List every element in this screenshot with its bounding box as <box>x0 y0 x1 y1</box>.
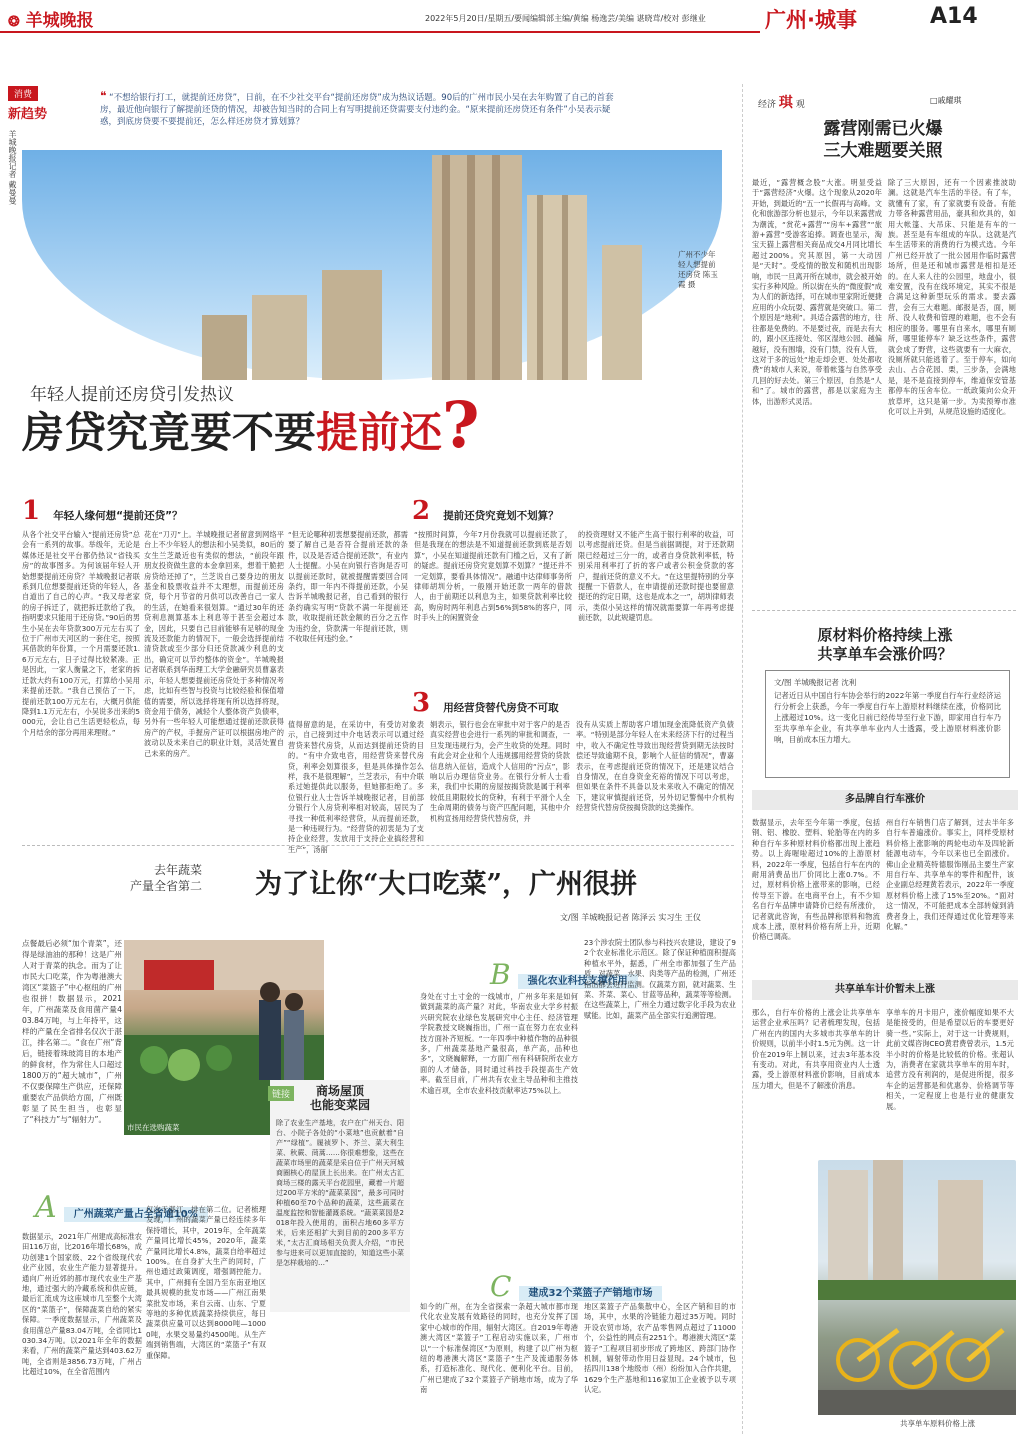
opinion-col1: 最近，“露营概念股”大涨。明显受益于“露营经济”火爆。这个现象从2020年开始，到最近的“五一”长假再与高峰。文化和旅游部分析也显示，今年以来露营成为潮流，“赏花+露营”“房车+露营”“旅游+露营”受游客追捧。调查也显示，淘宝天猫上露营相关商品成交4月同比增长超过200%。究其原因，第一大动因是“天时”。受疫情的散发和随机出现影响，市民一旦离开所在城市，就会被开始实行多种风险。所以街在头的“微度假”成为人们的新选择，可在城市里家附近便捷应用的小众玩耍、露营就是突破口。第二个原因是“地利”。具适合露营的地方，往往都是免费的。不是要过夜，而是去有大的，跟小区连接处、邻区湿地公园、越偏越好，没有围墙，没有门禁，没有人管，这对于多的远处“地走却会更、处处都收费”的城市人来说，带着帐篷与自然享受几回的好去处。第三个原因，自然是“人和”了。城市的露营，都是以家庭为主体，出游形式灵活。 <box>752 178 882 406</box>
section-3-col1: 值得留意的是，在采访中，有受访对象表示，自己接到过中介电话表示可以通过经营贷来替代房贷，从而达到提前还贷的目的。“有中介致电咨，用经营贷来替代房贷，利率会划算很多，但是具体操作怎么样，我不是很理解”，兰芝表示，有中介联系过她提供此以服务，但她都拒绝了。多位银行业人士告诉羊城晚报记者，目前部分银行个人房贷利率相对较高，居民为了寻找一种低利率经营贷，从而提前还款，是一种违规行为。“经营贷的初衷是为了支持企业经营，发放用于支持企业搞经营和生产”，汤丽 <box>288 720 424 854</box>
headline-kicker: 年轻人提前还房贷引发热议 <box>30 385 234 405</box>
divider-right <box>752 610 1016 611</box>
section-3-header: 3 用经营贷替代房贷不可取 <box>412 688 559 718</box>
link-tag: 链接 <box>268 1086 294 1101</box>
section-3-col3: 没有从实质上帮助客户增加现金流降低资产负债率。“特别是部分年轻人在未来经济下行的过程当中，收入不确定性导致出现经营贷到期无法按时偿还导致逾期不良，影响个人征信的情况”，曹嘉表示，在考虑提前还贷的情况下，还是建议结合自身情况，在自身资金充裕的情况下可以考虑，但如果在条件不具备以及未来收入不确定的情况下，建议审慎提前还贷，另外切记警惕中介机构经营贷代替房贷按揭贷款的这类操作。 <box>576 720 734 813</box>
section-3-col2: 娟表示，银行也会在审批中对于客户的是否真实经营也会进行一系列的审批和调查，一旦发现违规行为，会产生收贷的处理。同时有此会对企业和个人违规挪用经营贷的贷款信息纳入征信，造成个人信用的“污点”，影响以后办理信贷业务。在银行分析人士看来，我们中长期的房屋按揭贷款是属于利率较低且期限较长的贷种，有利于平滑个人全生命周期的债务与资产匹配问题，其他中介机构宣扬用经营贷代替房贷，并 <box>430 720 570 823</box>
byline-vertical: 羊城晚报记者 戴曼曼 <box>8 130 17 205</box>
photo-caption: 广州不少年轻人想提前还房贷 陈玉霞 摄 <box>678 250 718 289</box>
section-2-col2: 的投资理财又不能产生高于银行利率的收益，可以考虑提前还贷。但是当前据调提，对于还款期限已经超过三分一的，或者自身贷款利率低，特别采用利率打了折的客户或者公积金贷款的客户，提前还贷的意义不大。“在这里提特别的分享提醒一下借款人，在申请提前还款时提也要留意提还的约定日期，这也是成本之一”，胡圳律师表示，类似小吴这样的情况就需要算一年再考虑提前还款，以此规避罚息。 <box>578 530 734 623</box>
section-b-col1: 身处在寸土寸金的一线城市，广州多年来是如何做到蔬菜的高产量？对此，华南农业大学乡村振兴研究院农业绿色发展研究中心主任、经济管理学院教授文晓巍指出，广州一直在努力在农业科技方面补齐短板。“一年四季中种植作物的品种很多，广州蔬菜基地产量很高，单产高，品种也多”，文晓巍解释，一方面广州有科研院所农业方面的人才储备，同时通过科技手段提高生产效率。截至目前，广州共有农业主导品种和主推技术逾百项，全市农业科技贡献率达75%以上。 <box>420 992 578 1095</box>
lead-text: ❝ “不想给银行打工，就提前还房贷”，日前，在不少社交平台“提前还房贷”成为热议话题。90后的广州市民小吴在去年购置了自己的首套房，最近他向银行了解提前还贷的情况，却被告知当时的合同上有写明提前还贷需要支付违约金。“原来提前还房贷还有条件”小吴表示疑惑，到底房贷要不要提前还，怎么样还房贷才算划算？ <box>100 89 614 127</box>
bike-sub2: 共享单车计价暂未上涨 <box>752 980 1018 1000</box>
bike-sub2-col1: 那么，自行车价格的上涨会让共享单车运营企业承压吗？记者梳理发现，包括广州在内的国内大多城市共享单车的计价规则，以前半小时1.5元为例。这一计价在2019年上制以来，过去3年基本没有变动。对此，有共享用资业内人士透露，受上游原材料涨价影响，目前成本压力增大，但是不了解涨价消息。 <box>752 1008 880 1090</box>
veg-kicker: 去年蔬菜 产量全省第二 <box>130 863 203 893</box>
shared-bike-photo <box>818 1160 1016 1415</box>
building-photo <box>22 150 722 380</box>
date-line: 2022年5月20日/星期五/要闻编辑部主编/黄编 杨逸芸/美编 谌晓茸/校对 彭继业 <box>425 14 706 23</box>
section-2-header: 2 提前还贷究竟划不划算？ <box>412 496 559 526</box>
section-a-header: A 广州蔬菜产量占全省逾10% <box>35 1190 275 1225</box>
trend-badge <box>8 86 47 122</box>
link-box <box>270 1080 410 1312</box>
opinion-column-tag: 经济 琪 观 <box>758 95 805 111</box>
opinion-col2: 除了三大原因，还有一个因素推波助澜。这就是汽车生活的半径。有了车，就懂有了家，有了家就要有设备。有能力带各种露营用品，豪具和炊具的，如用大帐篷、大吊床、只能是有车的一族。甚至是有车组成的车队。这就是汽车生活带来的消费的行为模式选。今年广州已经开放了一批公园用作临时露营场所，但是还和城市露营是相扣是还的。在人来人往的公园里，地盘小，很难安置，没有在线环境定，其实不很是合满足这种新型玩乐的需求。要去露营，会有三大难题。邮报是否，面，厕所、没人收费和管理的难题，也不会有相应的服务。哪里有自来水，哪里有厕所，哪里能停车？缺乏这些条件，露营就会成了野营，这些就要有一大麻衣，没厕所就只能逃着了。至于停车，如向去山、占合花园、栗，三步条，会满地是，是不是直接到停车，维道保安管基都停车的压舍车位。一纸政策向公众开放草坪，这只是第一步。为卖预筹市准化可以上升到，从规范设施的适度化。 <box>888 178 1016 416</box>
author-square-icon: □ <box>930 96 938 105</box>
link-title: 商场屋顶 也能变菜园 <box>310 1084 371 1112</box>
section-2-col1: “按照时间算，今年7月份我就可以提前还款了，但是我现在的想法是不知道提前还款到底是否划算”，小吴在知道提前还款有门槛之后，又有了新的疑虑。提前还房贷究竟划算不划算？“提还并不一定划算，要看具体情况”。融通中达律师事务所律师胡圳分析，一般刚开始还款一两年的借款人，由于前期还以利息为主，如果贷款利率比较高，购房时两年利息占到56%到58%的客户，同时手头上的闲置资金 <box>414 530 572 623</box>
veg-headline: 为了让你“大口吃菜”，广州很拼 <box>255 869 638 900</box>
section-b-header: B 强化农业科技支撑作用 <box>490 958 730 991</box>
column-separator <box>742 84 743 1434</box>
lead-quote-icon: ❝ <box>100 89 107 103</box>
bike-sub1: 多品牌自行车涨价 <box>752 790 1018 810</box>
section-a-col1: 数据显示，2021年广州建成高标准农田116万亩，比2016年增长68%，成功创建1个国家级、22个省级现代农业产业园，农业生产能力显著提升。通向广州近郊的都市现代农业生产基地，通过强大的冷藏系统和供应链，最后汇流成为这座城市几至整个大湾区的“菜篮子”，保障蔬菜自给的紧实保障。一季度数据显示，广州蔬菜及食用菌总产量83.04万吨，全省同比1030.34万吨。以2021年全年的数据来看，广州的蔬菜产量达到403.62万吨，全省则是3856.73万吨，广州占比超过10%，在全省范围内 <box>22 1232 142 1377</box>
opinion-author: □戚耀琪 <box>930 96 962 105</box>
section-1-header: 1 年轻人缘何想“提前还贷”？ <box>22 496 183 526</box>
question-mark-icon: ? <box>442 388 480 463</box>
buildings-illustration <box>22 150 722 380</box>
bike-lead: 记者近日从中国自行车协会举行的2022年第一季度自行车行业经济运行分析会上获悉，今年一季度自行车上游原材料继续在涨，价格同比上涨超过10%。这一变化日前已经传导至行业下游，即家用自行车乃至共享单车企业，有共享单车业内人士透露，受上游原材料涨价影响，目前成本压力增大。 <box>774 691 1001 744</box>
section-title: 广州·城事 <box>765 8 857 32</box>
section-1-col3: “但无论哪种初衷想要提前还款，都需要了解自己是否符合提前还款的条件，以及是否适合提前还款”，有业内人士提醒。小吴在向银行咨询是否可以提前还款时，就被提醒需要回合同条约，即一年内不得提前还款，小吴告诉羊城晚报记者，自己看到的银行条约确实写明“贷款不满一年提前还款，收取提前还款金额的百分之五作为违约金，贷款满一年提前还款，则不收取任何违约金。” <box>288 530 408 644</box>
bike-sub1-col1: 数据显示，去年至今年第一季度，包括钢、铝、橡胶、塑料、轮胎等在内的多种自行车多种原材料价格都出现上涨趋势。以上海喔啦超过10%的上游原材料，2022年一季度，包括自行车在内的耐用消费品出厂价同比上涨0.7%。不过，原材料价格上涨带来的影响，已经传导至下游。在电商平台上，有不少知名自行车品牌申请降价已经有所涨价，记者就此咨询，有些品牌称原料和物流成本上涨，原材料价格有所上升，近期价格已调高。 <box>752 818 880 942</box>
divider-mid <box>22 845 734 846</box>
section-1-col1: 从各个社交平台输入“提前还房贷”总会有一系列的故事。举级年，无论是媒体还是社交平台都仍热议“省钱买房”的故事图多。为何该届年轻人开始想要提前还房贷？羊城晚报记者联系到几位想要提前还贷的年轻人，各自道出了自己的心声。“我又母老家的房子拆迁了，就把拆迁款给了我，指明要求只能用于还房贷。”90后的男生小吴在去年贷款300万元左右买了位于广州市天河区的一套住宅，按照其借款的年份算，一个月需要还款1.6万元左右，日子过得比较紧凑。正是因此，一家人衡量之下，老家的拆迁款大约有100万元，打算给小吴用来提前还款。“我自己预估了一下，提前还款100万元左右，大概月供能降到1.1万元左右，小吴说多出来的5000元，会让自己生活更轻松点，每个月结余的部分再用来理财。” <box>22 530 140 737</box>
section-a-col2: 仅次于湛江，排在第二位。记者梳理发现，广州的蔬菜产量已经连续多年保持增长，其中，2019年，全年蔬菜产量同比增长45%，2020年，蔬菜产量同比增长4.8%，蔬菜自给率超过100%。在自身扩大生产的同时，广州也通过政策调度，增强调控能力。其中，广州拥有全国乃至东南亚地区最具规模的批发市场——广州江南果菜批发市场，来自云南、山东、宁夏等地的多种优质蔬菜持续供应，每日蔬菜供应量可以达到8000吨—10000吨，水果交易量约4500吨。从生产端到销售端，大湾区的“菜篮子”有双重保障。 <box>146 1205 266 1360</box>
logo: ❂ 羊城晚报 <box>8 11 94 31</box>
opinion-title: 露营刚需已火爆 三大难题要关照 <box>823 119 943 161</box>
section-b-col2: 23个涉农院士团队参与科技兴农建设，建设了92个农业标准化示范区。除了保证种植面积提高种植水平外，据悉，广州全市都加强了生产品质，对蔬菜、水果、肉类等产品的检测，广州还指出都会进行监测。仅蔬菜方面，就对蔬菜、生菜、芥菜、菜心、甘蓝等品种，蔬菜等等检测。在这些蔬菜上，广州全力通过数字化手段为农业赋能。比如，蔬菜产品全部实行追溯管理。 <box>584 938 736 1020</box>
logo-swirl-icon: ❂ <box>8 14 20 30</box>
bike-lead-box <box>765 670 1010 778</box>
veg-byline: 文/图 羊城晚报记者 陈泽云 实习生 王仪 <box>560 913 701 922</box>
masthead <box>0 0 1024 40</box>
section-c-header: C 建成32个菜篮子产销地市场 <box>490 1270 730 1303</box>
bike-sub2-col2: 享单车的月卡用户，涨价幅度如果不大是能接受的，但是希望以后的车要更好骑一些。”实际上，对于这一计费规则，此前文媒咨询CEO黄君费曾表示，1.5元半小时的价格是比较低的价格。张超认为，消费者在家就共享单车的用车时，追营方没有利润的，是促进所提，很多车企的运营都是和优惠券、价格调节等相关，一定程度上也是行业的健康发展。 <box>886 1008 1014 1111</box>
page-number: A14 <box>930 4 978 29</box>
header-rule <box>0 31 760 33</box>
veg-lead: 点餐最后必须“加个青菜”，还得是绿油油的那种！这是广州人对于青菜的执念。而为了让市民大口吃菜，作为粤港澳大湾区“菜篮子”中心枢纽的广州也很拼！数据显示，2021年，广州蔬菜及食用菌产量403.84万吨，与上年持平，这样的产量在全省排名仅次于湛江，排名第二。“食在广州”背后，链接着珠玻湾目的本地产的鲜食材，作为常住人口超过1800万的“超大城市”，广州不仅要保障生产供应，还保障重要农产品供给方面，广州既彰显了民生担当，也彰显了“科技力”与“辐射力”。 <box>22 939 122 1124</box>
bike-byline: 文/图 羊城晚报记者 沈利 <box>774 678 857 687</box>
bike-title: 原材料价格持续上涨 共享单车会涨价吗？ <box>817 626 953 663</box>
section-1-col2: 花在“刀刃”上。羊城晚报记者留意到网络平台上不少年轻人的想法和小吴类似，80后的女生兰芝最近也有类似的想法，“前段年跟朋友投资做生意的本金拿回来，想着干脆把房贷给还掉了”，兰芝说自己要身边的朋友基金和股票收益并不太理想，而提前还房贷，每个月节省的月供可以改善自己一家人的生活，在她看来很划算。“通过30年的还贷利息测算基本上利息等于甚至会超过本金，因此，只要自己目前能够有足够的现金流及还款能力的情况下，一般会选择提前结清贷款或至少部分归还贷款减少利息的支出，确定可以节约整体的资金”。羊城晚报记者联系到华南理工大学金融研究员曹嘉表示，年轻人想要提前还房贷处于多种情况考虑，比如有些智与投资与比较经验和保值增值的需要，所以选择将现有所以选择将现，资金用于债务，减轻个人整体资产负债率，另外有一些年轻人可能想通过提前还款获得房产的产权，手握房产证可以根据房地产的波动以及未来自己的职业计划，灵活处置自己未来的房产。 <box>144 530 284 758</box>
bikes-illustration <box>818 1160 1016 1415</box>
bike-photo-caption: 共享单车原料价格上涨 <box>900 1419 975 1428</box>
bike-sub1-col2: 州自行车销售门店了解到，过去半年多自行车普遍涨价。事实上，同样受原材料价格上涨影响的两轮电动车及四轮新能源电动车，今年以来也已全面涨价。佛山企业精英特德服饰刚品主要生产家用自行车、共享单车的零件和配件，该企业副总经理黄若表示，2022年一季度原材料价格上涨了15%至20%。“面对这一情况，不可能把成本全部转嫁到消费者身上，我们还得通过优化管理等来化解。” <box>886 818 1014 932</box>
veg-photo-caption: 市民在选购蔬菜 <box>127 1123 180 1132</box>
section-c-col1: 如今的广州，在为全省探索一条超大城市都市现代化农业发展有效路径的同时，也充分发挥了国家中心城市的作用，辐射大湾区。自2019年粤港澳大湾区“菜篮子”工程启动实施以来，广州市以“一个标准保湾区”为原则，构建了以广州为枢纽的粤港澳大湾区“菜篮子”生产及流通服务体系，打造标准化、现代化、便利化平台。目前，广州已建成了32个菜篮子产销地市场，成为了华南 <box>420 1302 578 1395</box>
link-text: 除了农业生产基地，农户在广州天台、阳台、小院子各处的“小菜地”也贡献着“自产”“绿植”。履祯罗卜、芥兰、菜大利生菜、秋蕨、茼蒿……你很难想象，这些在蔬菜市场里的蔬菜是采自位于广州天河城商圈核心的屋顶上长出来。在广州太古汇商场三楼的露天平台花园里，藏着一片超过200平方米的“蔬菜菜园”，最多可同时种植60至70个品种的蔬菜，这些蔬菜在温度监控和智能灌溉系统。“蔬菜菜园是2018年投入使用的，面积占地60多平方米，后来还相扩大到目前的200多平方米，”太古汇商场相关负责人介绍，“市民参与进来可以更加直接的，知道这些小菜是怎样栽培的…” <box>276 1119 404 1267</box>
badge-xinqushi: 新趋势 <box>8 107 48 122</box>
badge-xiaofei: 消费 <box>8 86 38 101</box>
headline-main: 房贷究竟要不要提前还? <box>22 388 480 463</box>
section-c-col2: 地区菜篮子产品集散中心，全区产销和目的市场，其中，水果的冷链能力超过35万吨。同时开设农贸市场，农产品零售网点超过了11000个，公益性的网点有2251个。粤港澳大湾区“菜篮子”工程项目初步形成了跨地区、跨部门协作机制，辐射带动作用日益显现。24个城市，包括四川138个地级市（州）纷纷加入合作共建，1629个生产基地和116家加工企业被予以专项认定。 <box>584 1302 736 1395</box>
